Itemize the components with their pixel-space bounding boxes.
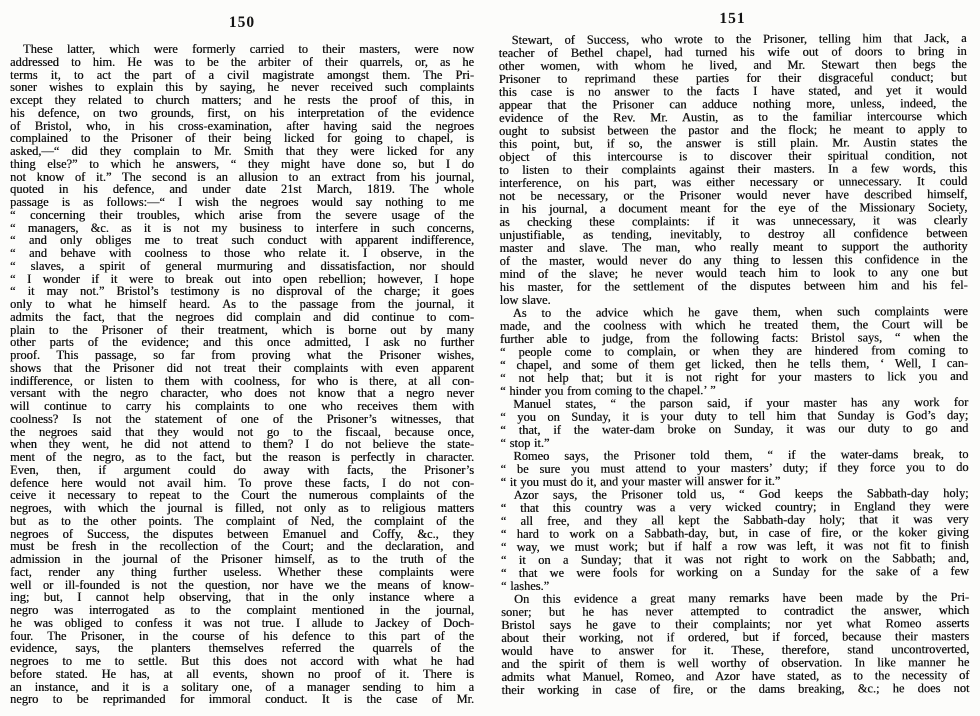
text-line: “ be sure you must attend to your masters’ duty; if they force you to do <box>500 459 969 477</box>
text-line: “ hinder you from coming to the chapel.’ ” <box>500 383 716 399</box>
text-line: negroes to me to settle. But this does not accord with what he had <box>10 654 474 668</box>
text-line: teacher of Bethel chapel, had turned his wife out of doors to bring in <box>498 43 967 61</box>
text-line: complained to the Prisoner of their being licked for going to chapel, is <box>10 131 474 146</box>
text-line: ing; but, I cannot help observing, that in the only instance where a <box>10 590 474 605</box>
text-line: addressed to him. He was to be the arbiter of their quarrels, or, as he <box>10 54 474 69</box>
text-line: negroes of Success, the disputes between Emanuel and Coffy, &c., they <box>10 526 474 541</box>
text-line: Stewart, of Success, who wrote to the Prisoner, telling him that Jack, a <box>511 30 967 47</box>
text-line: “ and only obliges me to treat such conduct with apparent indifference, <box>10 233 474 248</box>
text-line: Manuel states, “ the parson said, if your master has any work for <box>513 394 969 411</box>
text-line: in his journal, a document meant for the eye of the Missionary Society, <box>499 199 968 217</box>
page-number-right: 151 <box>719 9 746 28</box>
text-line: except they related to church matters; and he rests the proof of this, in <box>10 93 474 107</box>
text-line: coolness? Is not the statement of one of the Prisoner’s witnesses, that <box>10 411 474 426</box>
text-line: On this evidence a great many remarks have been made by the Pri- <box>514 589 970 606</box>
text-line: but as to the other points. The complaint of Ned, the complaint of the <box>10 513 474 528</box>
text-line: and the spirit of them is well worthy of observation. In like manner he <box>501 654 970 672</box>
text-line: “ it may not.” Bristol’s testimony is no disproval of the charge; it goes <box>10 284 474 299</box>
text-line: “ that we were fools for working on a Sunday for the sake of a few <box>500 563 969 581</box>
text-line: “ and behave with coolness to those who relate it. I observe, in the <box>10 246 474 260</box>
text-line: These latter, which were formerly carried to their masters, were now <box>23 42 474 56</box>
page-150-text-column <box>10 43 474 706</box>
text-line: as checking these complaints: if it was unnecessary, it was clearly <box>499 212 968 230</box>
text-line: further able to judge, from the following facts: Bristol says, “ when the <box>499 329 968 347</box>
text-line: “ people come to complain, or when they are hindered from coming to <box>499 342 968 360</box>
text-line: soner wishes to explain this by saying, he never received such complaints <box>10 80 474 95</box>
text-line: “ it you must do it, and your master will answer for it.” <box>500 473 781 490</box>
text-line: shows that the Prisoner did not treat their complaints with even apparent <box>10 360 474 375</box>
text-line: of the master, would never do any thing to lessen this confidence in the <box>499 251 968 269</box>
text-line: other parts of the evidence; and this once admitted, I ask no further <box>10 335 474 350</box>
text-line: thing else?” to which he answers, “ they might have done so, but I do <box>10 156 474 171</box>
text-line: before stated. He has, at all events, shown no proof of it. There is <box>10 666 474 681</box>
text-line: mind of the slave; he never would teach him to look to any one but <box>499 264 968 282</box>
text-line: “ it on a Sunday; that it was not right to work on the Sabbath; and, <box>500 550 969 568</box>
text-line: “ not help that; but it is not right for your masters to lick you and <box>500 368 969 386</box>
text-line: plain to the Prisoner of their treatment, which is borne out by many <box>10 322 474 337</box>
text-line: evidence of the Rev. Mr. Austin, as to the familiar intercourse which <box>498 108 967 126</box>
text-line: their working in case of fire, or the dams breaking, &c.; he does not <box>501 680 970 698</box>
page-151 <box>498 7 969 716</box>
text-line: Azor says, the Prisoner told us, “ God keeps the Sabbath-day holy; <box>513 485 969 502</box>
text-line: he was obliged to confess it was not true. I allude to Jackey of Doch- <box>10 615 474 630</box>
text-line: an instance, and it is a solitary one, of a manager sending to him a <box>10 679 474 694</box>
text-line: ceive it necessary to repeat to the Court the numerous complaints of the <box>10 488 474 503</box>
text-line: this case is no answer to the facts I have stated, and yet it would <box>498 82 967 100</box>
text-line: admits the fact, that the negroes did complain and did continue to com- <box>10 309 474 324</box>
text-line: “ all free, and they all kept the Sabbath-day holy; that it was very <box>500 511 969 529</box>
text-line: other women, with whom he lived, and Mr. Stewart then begs the <box>498 56 967 74</box>
text-line: about their working, not if ordered, but if forced, because their masters <box>501 628 970 646</box>
text-line: would have to answer for it. These, therefore, stand uncontroverted, <box>501 641 970 659</box>
text-line: defence here would not avail him. To prove these facts, I do not con- <box>10 475 474 490</box>
text-line: “ slaves, a spirit of general murmuring and dissatisfaction, nor should <box>10 258 474 273</box>
text-line: admits what Manuel, Romeo, and Azor have stated, as to the necessity of <box>501 667 970 685</box>
text-line: made, and the coolness with which he treated them, the Court will be <box>499 316 968 334</box>
text-line: four. The Prisoner, in the course of his defence to this part of the <box>10 628 474 643</box>
text-line: “ that, if the water-dam broke on Sunday, it was our duty to go and <box>500 420 969 438</box>
text-line: only to what he himself heard. As to the passage from the journal, it <box>10 297 474 311</box>
text-line: object of this intercourse is to discover their spiritual condition, not <box>499 147 968 165</box>
text-line: Even, then, if argument could do away with facts, the Prisoner’s <box>10 462 474 477</box>
text-line: will continue to carry his complaints to one who receives them with <box>10 399 474 413</box>
text-line: well or ill-founded is not the question, nor have we the means of know- <box>10 577 474 592</box>
text-line: negroes, with which the journal is filled, not only as to religious matters <box>10 501 474 515</box>
text-line: admission in the journal of the Prisoner himself, as to the truth of the <box>10 552 474 566</box>
text-line: ment of the negro, as to the fact, but the reason is perfectly in character. <box>10 450 474 464</box>
text-line: appear that the Prisoner can adduce nothing more, unless, indeed, the <box>498 95 967 113</box>
text-line: of Bristol, who, in his cross-examination, after having said the negroes <box>10 118 474 133</box>
text-line: Romeo says, the Prisoner told them, “ if the water-dams break, to <box>513 446 969 463</box>
text-line: interference, on his part, was either necessary or unnecessary. It could <box>499 173 968 191</box>
text-line: “ concerning their troubles, which arise from the severe usage of the <box>10 207 474 222</box>
text-line: “ I wonder if it were to break out into open rebellion; however, I hope <box>10 271 474 286</box>
page-151-text-column <box>499 32 970 697</box>
text-line: terms it, to act the part of a civil magistrate amongst them. The Pri- <box>10 67 474 82</box>
text-line: proof. This passage, so far from proving what the Prisoner wishes, <box>10 348 474 362</box>
text-line: “ chapel, and some of them get licked, then he tells them, ‘ Well, I can- <box>499 355 969 373</box>
text-line: asked,—“ did they complain to Mr. Smith that they were licked for any <box>10 144 474 158</box>
text-line: “ you on Sunday, it is your duty to tell him that Sunday is God’s day; <box>500 407 969 425</box>
text-line: unjustifiable, as tending, inevitably, to destroy all confidence between <box>499 225 968 243</box>
text-line: passage is as follows:—“ I wish the negroes would say nothing to me <box>10 195 474 209</box>
text-line: his master, for the settlement of the disputes between him and his fel- <box>499 277 968 295</box>
text-line: the negroes said that they would not go to the fiscaal, because once, <box>10 424 474 439</box>
text-line: must be fresh in the recollection of the Court; and the declaration, and <box>10 539 474 554</box>
text-line: “ way, we must work; but if half a row was left, it was not fit to finish <box>500 537 969 555</box>
text-line: ought to subsist between the pastor and the flock; he meant to apply to <box>498 121 968 139</box>
text-line: negro was interrogated as to the complaint mentioned in the journal, <box>10 603 474 617</box>
text-line: “ hard to work on a Sabbath-day, but, in case of fire, or the koker giving <box>500 524 969 542</box>
text-line: Bristol says he gave to their complaints; nor yet what Romeo asserts <box>501 615 970 633</box>
text-line: negro to be reprimanded for immoral conduct. It is the case of Mr. <box>10 692 474 707</box>
text-line: versant with the negro character, who does not know that a negro never <box>10 386 474 401</box>
text-line: As to the advice which he gave them, when such complaints were <box>512 303 968 320</box>
text-line: quoted in his defence, and under date 21st March, 1819. The whole <box>10 182 474 197</box>
text-line: “ that this country was a very wicked country; in England they were <box>500 498 969 516</box>
text-line: master and slave. The man, who really meant to support the authority <box>499 238 968 256</box>
text-line: to listen to their complaints against their masters. In a few words, this <box>499 160 968 178</box>
text-line: evidence, says, the planters themselves referred the quarrels of the <box>10 641 474 656</box>
text-line: low slave. <box>499 292 551 308</box>
text-line: soner; but he has never attempted to contradict the answer, which <box>501 602 970 620</box>
text-line: this point, but, if so, the answer is still plain. Mr. Austin states the <box>499 134 968 152</box>
text-line: “ stop it.” <box>500 435 550 451</box>
text-line: his defence, on two grounds, first, on his interpretation of the evidence <box>10 105 474 120</box>
text-line: when they went, he did not attend to them? I do not believe the state- <box>10 437 474 452</box>
text-line: not know of it.” The second is an allusion to an extract from his journal, <box>10 169 474 184</box>
text-line: Prisoner to reprimand these parties for their disgraceful conduct; but <box>498 69 967 87</box>
text-line: fact, render any thing further useless. Whether these complaints were <box>10 564 474 579</box>
text-line: “ lashes.” <box>500 578 550 594</box>
page-150 <box>10 8 474 716</box>
text-line: indifference, or listen to them with coolness, for who is there, at all con- <box>10 373 474 388</box>
text-line: not be necessary, or the Prisoner would never have described himself, <box>499 186 968 204</box>
page-number-left: 150 <box>228 14 256 31</box>
text-line: “ managers, &c. as it is not my business to interfere in such concerns, <box>10 220 474 235</box>
